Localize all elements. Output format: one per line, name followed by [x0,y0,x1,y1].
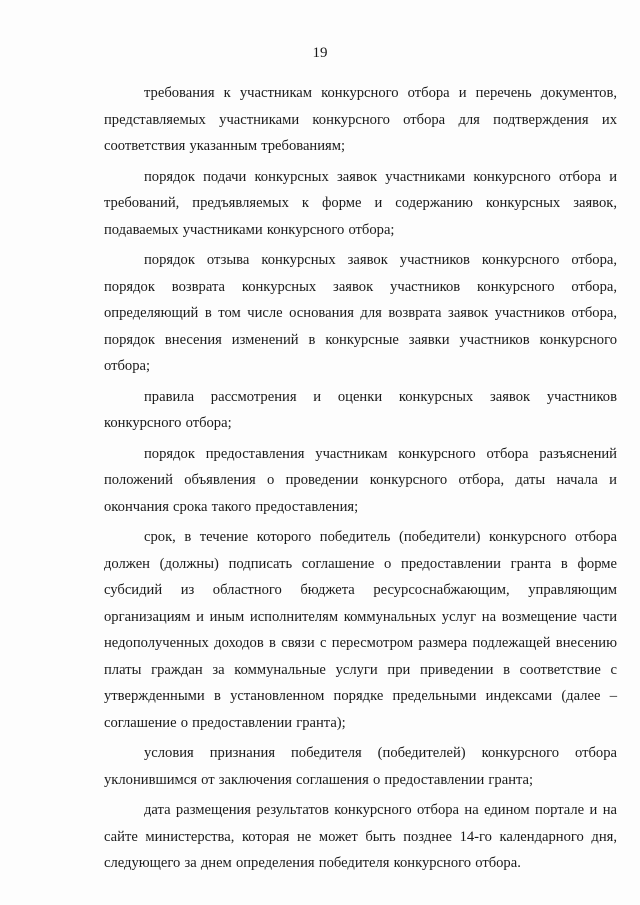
page-number: 19 [312,45,328,61]
paragraph: правила рассмотрения и оценки конкурсных заявок участников конкурсного отбора; [104,388,617,431]
paragraph: требования к участникам конкурсного отбора и перечень документов, представляемых участниками конкурсного отбора для подтверждения их соответствия указанным требованиям; [104,85,617,154]
paragraph: срок, в течение которого победитель (победители) конкурсного отбора должен (должны) подписать соглашение о предоставлении гранта в форме субсидий из областного бюджета ресурсоснабжающим, управляющим организациям и иным исполнителям коммунальных услуг на возмещение части недополученных доходов в связи с пересмотром размера подлежащей внесению платы граждан за коммунальные услуги при приведении в соответствие с утвержденными в установленном порядке предельными индексами (далее – соглашение о предоставлении гранта); [104,529,617,731]
paragraph: условия признания победителя (победителей) конкурсного отбора уклонившимся от заключения соглашения о предоставлении гранта; [104,745,617,788]
paragraph: дата размещения результатов конкурсного отбора на едином портале и на сайте министерства, которая не может быть позднее 14-го календарного дня, следующего за днем определения победителя конкурсного отбора. [104,802,617,871]
paragraph: порядок отзыва конкурсных заявок участников конкурсного отбора, порядок возврата конкурсных заявок участников конкурсного отбора, определяющий в том числе основания для возврата заявок участников отбора, порядок внесения изменений в конкурсные заявки участников конкурсного отбора; [104,252,617,374]
body-text [104,80,617,881]
paragraph: порядок подачи конкурсных заявок участниками конкурсного отбора и требований, предъявляемых к форме и содержанию конкурсных заявок, подаваемых участниками конкурсного отбора; [104,168,617,238]
paragraph: порядок предоставления участникам конкурсного отбора разъяснений положений объявления о проведении конкурсного отбора, даты начала и окончания срока такого предоставления; [104,445,617,515]
